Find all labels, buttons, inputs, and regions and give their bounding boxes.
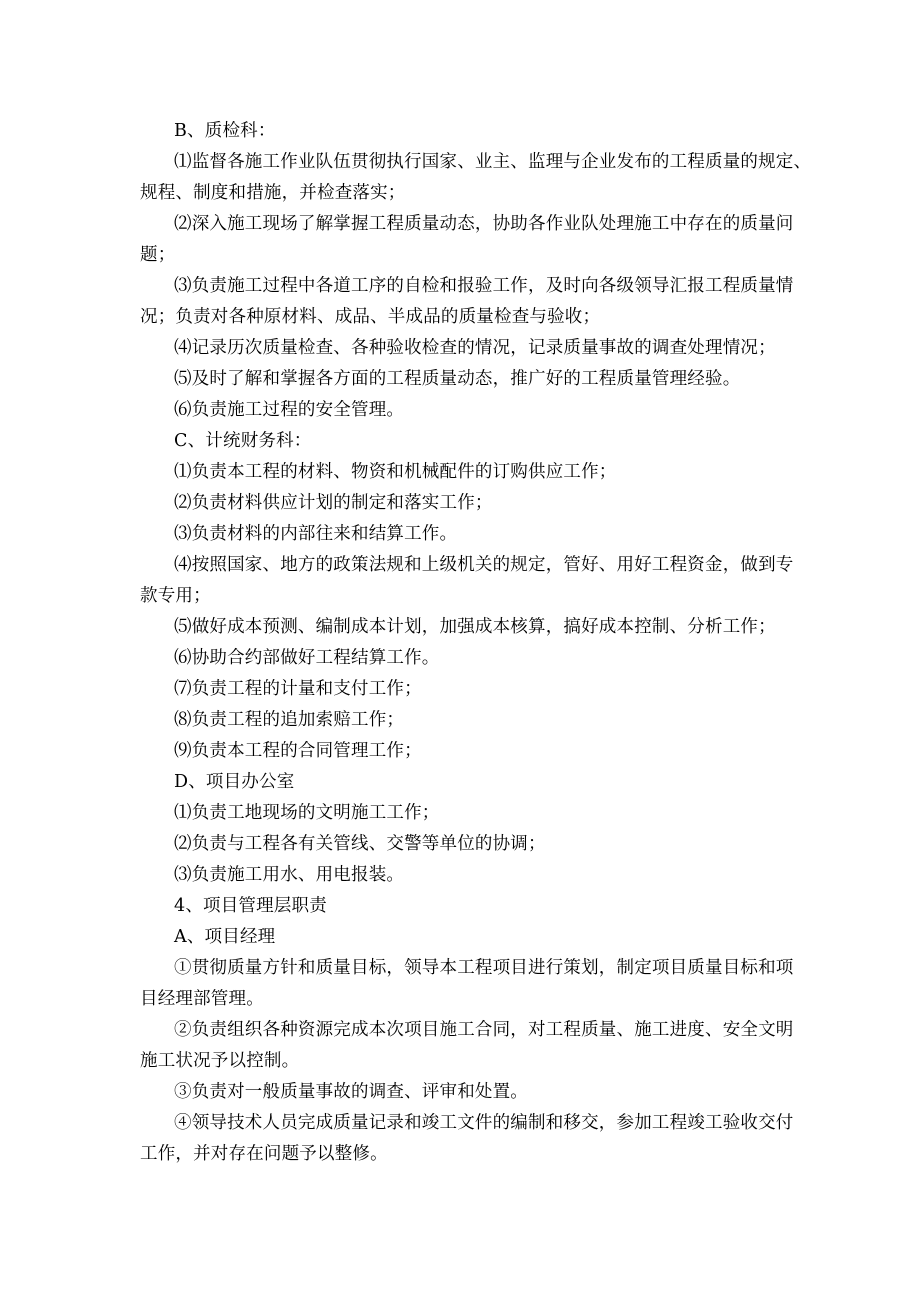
document-body [140, 116, 812, 1170]
text-line: ⑴负责本工程的材料、物资和机械配件的订购供应工作； [174, 462, 617, 482]
text-line: 目经理部管理。 [140, 989, 264, 1009]
text-line: C、计统财务科： [174, 431, 312, 451]
text-line: ⑶负责施工用水、用电报装。 [174, 865, 405, 885]
text-line: ⑶负责材料的内部往来和结算工作。 [174, 524, 458, 544]
text-line: 题； [140, 245, 176, 265]
text-line: ⑷记录历次质量检查、各种验收检查的情况，记录质量事故的调查处理情况； [174, 338, 776, 358]
text-line: A、项目经理 [174, 927, 276, 947]
text-line: ⑻负责工程的追加索赔工作； [174, 710, 405, 730]
text-line: ⑹协助合约部做好工程结算工作。 [174, 648, 440, 668]
text-line: ①贯彻质量方针和质量目标，领导本工程项目进行策划，制定项目质量目标和项 [174, 958, 794, 978]
text-line: ⑶负责施工过程中各道工序的自检和报验工作，及时向各级领导汇报工程质量情 [174, 276, 794, 296]
text-line: ③负责对一般质量事故的调查、评审和处置。 [174, 1082, 528, 1102]
text-line: ⑺负责工程的计量和支付工作； [174, 679, 422, 699]
text-line: ⑷按照国家、地方的政策法规和上级机关的规定，管好、用好工程资金，做到专 [174, 555, 794, 575]
text-line: ⑹负责施工过程的安全管理。 [174, 400, 405, 420]
text-line: 款专用； [140, 586, 211, 606]
text-line: 工作，并对存在问题予以整修。 [140, 1144, 388, 1164]
text-line: ⑵负责与工程各有关管线、交警等单位的协调； [174, 834, 546, 854]
text-line: 规程、制度和措施，并检查落实； [140, 183, 406, 203]
text-line: 4、项目管理层职责 [174, 896, 327, 916]
text-line: ⑴负责工地现场的文明施工工作； [174, 803, 440, 823]
text-line: ②负责组织各种资源完成本次项目施工合同，对工程质量、施工进度、安全文明 [174, 1020, 794, 1040]
text-line: ⑸及时了解和掌握各方面的工程质量动态，推广好的工程质量管理经验。 [174, 369, 741, 389]
text-line: ⑵负责材料供应计划的制定和落实工作； [174, 493, 493, 513]
text-line: 况；负责对各种原材料、成品、半成品的质量检查与验收； [140, 307, 601, 327]
text-line: ⑸做好成本预测、编制成本计划，加强成本核算，搞好成本控制、分析工作； [174, 617, 776, 637]
text-line: ⑵深入施工现场了解掌握工程质量动态，协助各作业队处理施工中存在的质量问 [174, 214, 794, 234]
text-line: ④领导技术人员完成质量记录和竣工文件的编制和移交，参加工程竣工验收交付 [174, 1113, 794, 1133]
text-line: ⑴监督各施工作业队伍贯彻执行国家、业主、监理与企业发布的工程质量的规定、 [174, 152, 812, 172]
text-line: ⑼负责本工程的合同管理工作； [174, 741, 422, 761]
text-line: D、项目办公室 [174, 772, 295, 792]
text-line: 施工状况予以控制。 [140, 1051, 300, 1071]
text-line: B、质检科： [174, 121, 276, 141]
